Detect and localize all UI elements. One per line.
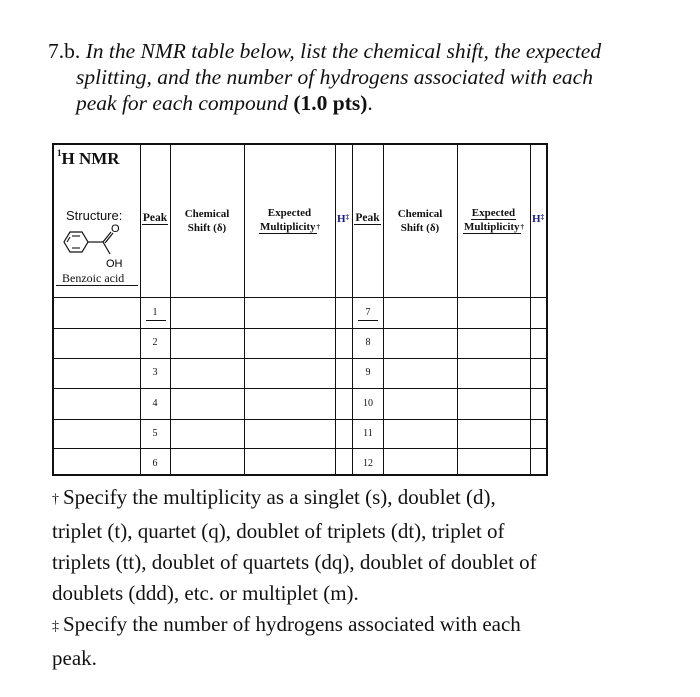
peak-number: 5	[152, 428, 158, 439]
row-divider	[54, 448, 546, 449]
row-divider	[54, 388, 546, 389]
col-divider	[335, 145, 336, 474]
question-line-1	[48, 38, 678, 64]
peak-number: 10	[363, 398, 373, 409]
peak-number: 1	[152, 307, 158, 318]
question-heading	[48, 38, 678, 116]
peak-underline	[146, 320, 166, 321]
footnote-dagger-line: triplets (tt), doublet of quartets (dq), doublet of doublet of	[52, 550, 537, 574]
row-divider	[54, 419, 546, 420]
question-number: 7.b.	[48, 39, 81, 63]
peak-header: Peak	[142, 212, 168, 224]
hydroxyl-label: OH	[106, 258, 123, 270]
question-text-2: splitting, and the number of hydrogens associated with each	[76, 65, 593, 89]
peak-number: 9	[365, 367, 371, 378]
peak-number: 3	[152, 367, 158, 378]
footnote-dagger: † Specify the multiplicity as a singlet (s), doublet (d),	[52, 485, 496, 509]
structure-label: Structure:	[66, 208, 123, 223]
question-text-1: In the NMR table below, list the chemical shift, the expected	[85, 39, 602, 63]
footnote-ddagger: ‡ Specify the number of hydrogens associated with each	[52, 612, 521, 636]
compound-name: Benzoic acid	[62, 271, 125, 285]
dagger-mark: †	[52, 492, 59, 507]
footnote-dagger-line: doublets (ddd), etc. or multiplet (m).	[52, 581, 359, 605]
hydrogen-count-header: H‡	[337, 213, 350, 225]
peak-header: Peak	[355, 212, 380, 224]
col-divider	[530, 145, 531, 474]
header-divider	[54, 297, 546, 298]
question-line-2	[48, 64, 678, 90]
nmr-title: $^1$H NMR	[57, 148, 120, 168]
benzoic-acid-structure	[58, 223, 138, 271]
row-divider	[54, 328, 546, 329]
nmr-table	[52, 143, 548, 476]
carbonyl-oxygen-label: O	[111, 223, 120, 235]
col-divider	[383, 145, 384, 474]
peak-underline	[358, 320, 378, 321]
col-divider	[170, 145, 171, 474]
compound-underline	[56, 285, 138, 286]
footnote-dagger-line: triplet (t), quartet (q), doublet of triplets (dt), triplet of	[52, 519, 505, 543]
row-divider	[54, 358, 546, 359]
expected-multiplicity-header: Expected Multiplicity†	[463, 207, 525, 233]
chemical-shift-header: Chemical Shift (δ)	[184, 208, 230, 234]
ddagger-mark: ‡	[52, 619, 59, 634]
peak-number: 12	[363, 458, 373, 469]
chemical-shift-header: Chemical Shift (δ)	[397, 208, 443, 234]
hydrogen-count-header: H‡	[532, 213, 545, 225]
expected-multiplicity-header: Expected Multiplicity†	[259, 207, 321, 233]
peak-number: 2	[152, 337, 158, 348]
footnotes	[52, 482, 688, 674]
question-end: .	[367, 91, 373, 115]
peak-number: 4	[152, 398, 158, 409]
peak-number: 7	[365, 307, 371, 318]
question-text-3: peak for each compound	[76, 91, 288, 115]
peak-number: 8	[365, 337, 371, 348]
question-line-3	[48, 90, 678, 116]
footnote-ddagger-line: peak.	[52, 646, 97, 670]
peak-number: 11	[363, 428, 373, 439]
col-divider	[244, 145, 245, 474]
col-divider	[457, 145, 458, 474]
question-points: (1.0 pts)	[293, 91, 368, 115]
peak-number: 6	[152, 458, 158, 469]
